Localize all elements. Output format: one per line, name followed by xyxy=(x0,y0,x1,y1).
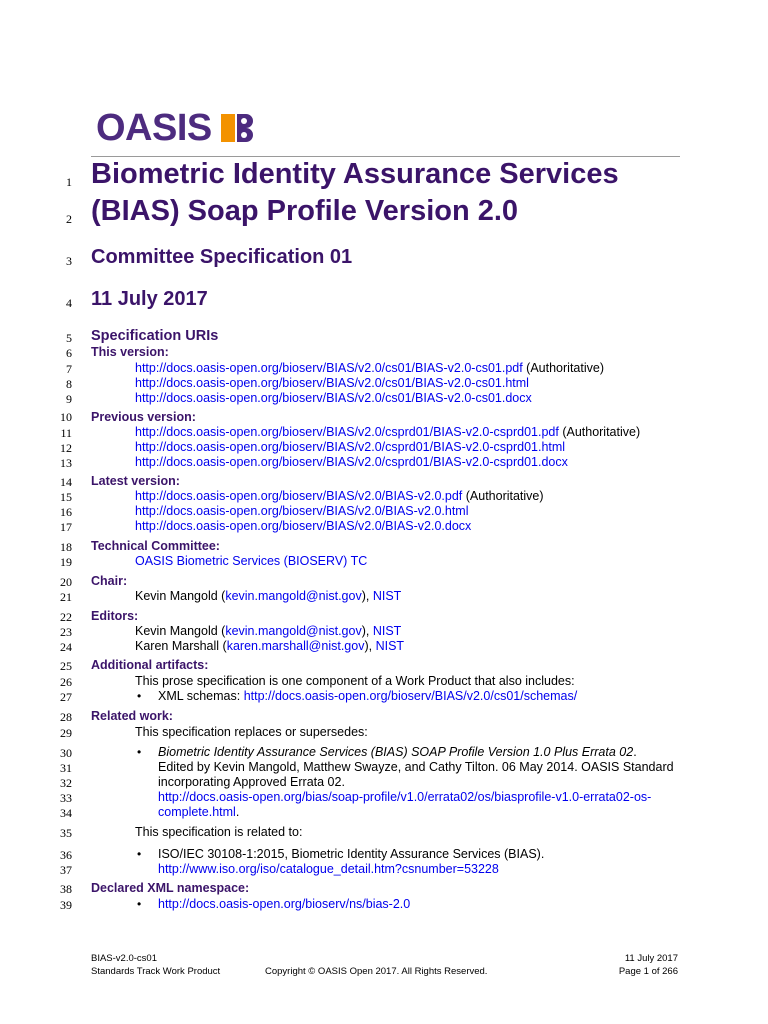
line-number: 36 xyxy=(60,848,72,862)
related-item-url xyxy=(158,862,499,876)
chair-email-link[interactable]: kevin.mangold@nist.gov xyxy=(225,589,362,603)
line-number: 11 xyxy=(60,426,72,440)
header-rule xyxy=(91,156,680,157)
line-number: 30 xyxy=(60,746,72,760)
previous-version-label: Previous version: xyxy=(91,410,196,424)
oasis-logo-mark-icon xyxy=(220,111,254,145)
replaces-intro: This specification replaces or supersedes: xyxy=(135,725,368,739)
line-number: 8 xyxy=(66,377,72,391)
line-number: 29 xyxy=(60,726,72,740)
previous-version-html-link[interactable]: http://docs.oasis-open.org/bioserv/BIAS/v2.0/csprd01/BIAS-v2.0-csprd01.html xyxy=(135,440,566,454)
authoritative-note: (Authoritative) xyxy=(522,361,604,375)
previous-version-docx-link[interactable]: http://docs.oasis-open.org/bioserv/BIAS/v2.0/csprd01/BIAS-v2.0-csprd01.docx xyxy=(135,455,568,469)
line-number: 35 xyxy=(60,826,72,840)
document-title-line-1: Biometric Identity Assurance Services xyxy=(91,158,619,190)
line-number: 24 xyxy=(60,640,72,654)
separator: ), xyxy=(361,589,373,603)
latest-version-docx-link[interactable]: http://docs.oasis-open.org/bioserv/BIAS/v2.0/BIAS-v2.0.docx xyxy=(135,519,472,533)
editor-email-link[interactable]: karen.marshall@nist.gov xyxy=(226,639,365,653)
line-number: 13 xyxy=(60,456,72,470)
previous-version-docx xyxy=(135,455,568,469)
line-number: 4 xyxy=(66,296,72,310)
this-version-pdf-link[interactable]: http://docs.oasis-open.org/bioserv/BIAS/v2.0/cs01/BIAS-v2.0-cs01.pdf xyxy=(135,361,523,375)
replaces-item-title xyxy=(158,745,637,759)
line-number: 1 xyxy=(66,175,72,189)
authoritative-note: (Authoritative) xyxy=(558,425,641,439)
period: . xyxy=(633,745,637,759)
line-number: 39 xyxy=(60,898,72,912)
replaces-item-url-line-1 xyxy=(158,790,651,804)
oasis-logo xyxy=(96,108,254,148)
related-item: ISO/IEC 30108-1:2015, Biometric Identity Assurance Services (BIAS). xyxy=(158,847,545,861)
line-number: 33 xyxy=(60,791,72,805)
this-version-label: This version: xyxy=(91,345,169,359)
additional-artifacts-intro: This prose specification is one component of a Work Product that also includes: xyxy=(135,674,575,688)
footer-doc-id: BIAS-v2.0-cs01 xyxy=(91,953,157,964)
line-number: 10 xyxy=(60,410,72,424)
line-number: 25 xyxy=(60,659,72,673)
document-title-line-2: (BIAS) Soap Profile Version 2.0 xyxy=(91,195,519,227)
line-number: 23 xyxy=(60,625,72,639)
replaces-link-continued[interactable]: complete.html xyxy=(158,805,236,819)
line-number: 5 xyxy=(66,331,72,345)
this-version-html-link[interactable]: http://docs.oasis-open.org/bioserv/BIAS/v2.0/cs01/BIAS-v2.0-cs01.html xyxy=(135,376,529,390)
chair-name: Kevin Mangold ( xyxy=(135,589,226,603)
replaces-item-status: incorporating Approved Errata 02. xyxy=(158,775,345,789)
replaces-title: Biometric Identity Assurance Services (BIAS) SOAP Profile Version 1.0 Plus Errata 02 xyxy=(158,745,634,759)
previous-version-pdf-link[interactable]: http://docs.oasis-open.org/bioserv/BIAS/v2.0/csprd01/BIAS-v2.0-csprd01.pdf xyxy=(135,425,559,439)
technical-committee-link[interactable]: OASIS Biometric Services (BIOSERV) TC xyxy=(135,554,368,568)
editor-entry xyxy=(135,624,401,638)
xml-schemas-item xyxy=(158,689,577,703)
line-number: 7 xyxy=(66,362,72,376)
chair-label: Chair: xyxy=(91,574,128,588)
xml-schemas-link[interactable]: http://docs.oasis-open.org/bioserv/BIAS/v2.0/cs01/schemas/ xyxy=(243,689,578,703)
editor-org-link[interactable]: NIST xyxy=(372,624,402,638)
latest-version-docx xyxy=(135,519,471,533)
editors-label: Editors: xyxy=(91,609,139,623)
line-number: 18 xyxy=(60,540,72,554)
footer-page-number: Page 1 of 266 xyxy=(618,966,678,977)
spec-uris-heading: Specification URIs xyxy=(91,328,219,344)
footer-track: Standards Track Work Product xyxy=(91,966,221,977)
line-number: 16 xyxy=(60,505,72,519)
line-number: 34 xyxy=(60,806,72,820)
line-number: 27 xyxy=(60,690,72,704)
line-number: 21 xyxy=(60,590,72,604)
namespace-label: Declared XML namespace: xyxy=(91,881,250,895)
document-date: 11 July 2017 xyxy=(91,288,208,310)
document-stage: Committee Specification 01 xyxy=(91,246,353,268)
previous-version-pdf xyxy=(135,425,640,439)
line-number: 9 xyxy=(66,392,72,406)
related-work-label: Related work: xyxy=(91,709,173,723)
line-number: 12 xyxy=(60,441,72,455)
line-number: 17 xyxy=(60,520,72,534)
bullet-icon: • xyxy=(137,745,142,759)
additional-artifacts-label: Additional artifacts: xyxy=(91,658,209,672)
line-number: 22 xyxy=(60,610,72,624)
separator: ), xyxy=(361,624,373,638)
line-number: 19 xyxy=(60,555,72,569)
editor-email-link[interactable]: kevin.mangold@nist.gov xyxy=(225,624,362,638)
line-number: 37 xyxy=(60,863,72,877)
authoritative-note: (Authoritative) xyxy=(462,489,544,503)
this-version-docx-link[interactable]: http://docs.oasis-open.org/bioserv/BIAS/v2.0/cs01/BIAS-v2.0-cs01.docx xyxy=(135,391,532,405)
bullet-icon: • xyxy=(137,847,142,861)
line-number: 15 xyxy=(60,490,72,504)
replaces-link[interactable]: http://docs.oasis-open.org/bias/soap-profile/v1.0/errata02/os/biasprofile-v1.0-errata02-os- xyxy=(158,790,652,804)
technical-committee-label: Technical Committee: xyxy=(91,539,220,553)
latest-version-pdf-link[interactable]: http://docs.oasis-open.org/bioserv/BIAS/v2.0/BIAS-v2.0.pdf xyxy=(135,489,463,503)
editor-name: Karen Marshall ( xyxy=(135,639,227,653)
related-link[interactable]: http://www.iso.org/iso/catalogue_detail.htm?csnumber=53228 xyxy=(158,862,499,876)
bullet-icon: • xyxy=(137,689,142,703)
this-version-pdf xyxy=(135,361,604,375)
separator: ), xyxy=(364,639,376,653)
line-number: 31 xyxy=(60,761,72,775)
this-version-html xyxy=(135,376,529,390)
line-number: 20 xyxy=(60,575,72,589)
line-number: 26 xyxy=(60,675,72,689)
replaces-item-url-line-2 xyxy=(158,805,239,819)
line-number: 6 xyxy=(66,346,72,360)
latest-version-pdf xyxy=(135,489,544,503)
previous-version-html xyxy=(135,440,565,454)
editor-org-link[interactable]: NIST xyxy=(375,639,405,653)
logo-text: OASIS xyxy=(96,107,212,149)
bullet-icon: • xyxy=(137,897,142,911)
editor-entry xyxy=(135,639,404,653)
chair-org-link[interactable]: NIST xyxy=(372,589,402,603)
namespace-link[interactable]: http://docs.oasis-open.org/bioserv/ns/bias-2.0 xyxy=(158,897,411,911)
replaces-item-editors: Edited by Kevin Mangold, Matthew Swayze, and Cathy Tilton. 06 May 2014. OASIS Standard xyxy=(158,760,674,774)
line-number: 28 xyxy=(60,710,72,724)
latest-version-html xyxy=(135,504,469,518)
footer-date: 11 July 2017 xyxy=(624,953,678,964)
footer-copyright: Copyright © OASIS Open 2017. All Rights Reserved. xyxy=(265,966,488,977)
line-number: 32 xyxy=(60,776,72,790)
period: . xyxy=(235,805,240,819)
related-intro: This specification is related to: xyxy=(135,825,303,839)
line-number: 14 xyxy=(60,475,72,489)
line-number: 2 xyxy=(66,212,72,226)
namespace-item xyxy=(158,897,410,911)
line-number: 38 xyxy=(60,882,72,896)
technical-committee xyxy=(135,554,367,568)
chair-entry xyxy=(135,589,401,603)
editor-name: Kevin Mangold ( xyxy=(135,624,226,638)
latest-version-label: Latest version: xyxy=(91,474,180,488)
line-number: 3 xyxy=(66,254,72,268)
xml-schemas-prefix: XML schemas: xyxy=(158,689,244,703)
latest-version-html-link[interactable]: http://docs.oasis-open.org/bioserv/BIAS/v2.0/BIAS-v2.0.html xyxy=(135,504,469,518)
this-version-docx xyxy=(135,391,532,405)
